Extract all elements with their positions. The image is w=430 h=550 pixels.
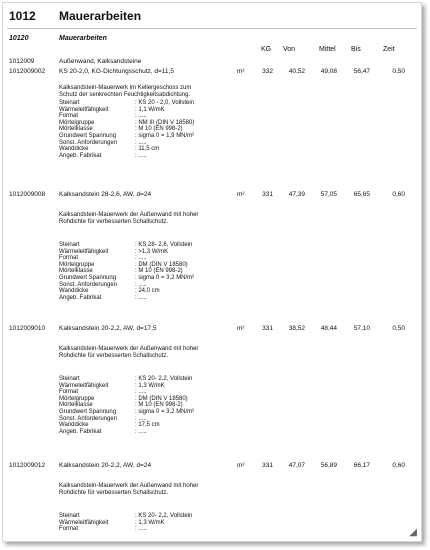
- position-code: 1012009010: [9, 325, 46, 332]
- spec-label: Mörtelgruppe: [59, 395, 95, 402]
- spec-label: Grundwert Spannung: [59, 133, 117, 139]
- spec-value: : DM (DIN V 18580): [135, 261, 188, 268]
- spec-label: Wärmeleitfähigkeit: [59, 106, 109, 113]
- spec-value: : sigma 0 = 3,2 MN/m²: [135, 409, 195, 415]
- position-kg: 332: [262, 68, 273, 75]
- spec-value: : M 10 (EN 998-2): [135, 402, 183, 409]
- spec-value: : .....: [135, 281, 147, 288]
- spec-label: Mörtelklasse: [59, 402, 93, 409]
- group-number: 1012009: [9, 58, 35, 65]
- spec-value: : M 10 (EN 998-2): [135, 126, 183, 133]
- spec-label: Format: [59, 113, 79, 120]
- position-price-von: 47,39: [288, 191, 305, 198]
- spec-label: Angeb. Fabrikat: [59, 152, 102, 159]
- position-kg: 331: [262, 462, 273, 469]
- spec-label: Sonst. Anforderungen: [59, 139, 118, 146]
- spec-row: [59, 262, 188, 269]
- position-price-mittel: 56,89: [320, 462, 337, 469]
- spec-value: : 1,3 W/mK: [135, 519, 165, 526]
- spec-label: Mörtelklasse: [59, 126, 93, 133]
- spec-row: [59, 113, 147, 120]
- position-price-bis: 66,17: [353, 462, 370, 469]
- spec-label: Angeb. Fabrikat: [59, 428, 102, 435]
- section-number: 1012: [9, 9, 36, 23]
- spec-row: [59, 100, 194, 107]
- spec-value: : .....: [135, 389, 147, 396]
- spec-row: [59, 513, 192, 520]
- position-title: Kalksandstein 20-2,2, AW, d=17,5: [59, 325, 157, 332]
- spec-row: [59, 383, 165, 390]
- spec-value: : DM (DIN V 18580): [135, 395, 188, 402]
- spec-value: : KS 28- 2,6, Vollstein: [135, 242, 193, 248]
- spec-value: : .....: [135, 113, 147, 120]
- column-header-kg: KG: [261, 46, 272, 53]
- position-price-bis: 57,10: [353, 325, 370, 332]
- position-price-bis: 65,65: [353, 191, 370, 198]
- position-description-line-1: Kalksandstein-Mauerwerk im Kellergeschoss zum: [59, 85, 192, 91]
- spec-value: : sigma 0 = 1,9 MN/m²: [135, 133, 195, 139]
- spec-label: Angeb. Fabrikat: [59, 294, 102, 301]
- spec-row: [59, 126, 183, 133]
- spec-value: : .....: [135, 526, 147, 533]
- position-description-line-1: Kalksandstein-Mauerwerk der Außenwand mit hoher: [59, 483, 199, 489]
- spec-label: Format: [59, 255, 79, 262]
- spec-value: : >1,3 W/mK: [135, 248, 169, 255]
- spec-value: : 24,0 cm: [135, 288, 160, 295]
- spec-label: Steinart: [59, 242, 80, 248]
- spec-label: Format: [59, 389, 79, 396]
- spec-value: : sigma 0 = 3,2 MN/m²: [135, 275, 195, 281]
- position-price-bis: 56,47: [353, 68, 370, 75]
- position-price-von: 38,52: [288, 325, 305, 332]
- spec-row: [59, 275, 194, 282]
- spec-row: [59, 249, 168, 256]
- header-divider: [7, 28, 417, 29]
- spec-value: : .....: [135, 428, 147, 435]
- spec-row: [59, 133, 194, 140]
- spec-label: Steinart: [59, 100, 80, 106]
- spec-label: Mörtelklasse: [59, 268, 93, 275]
- spec-label: Sonst. Anforderungen: [59, 281, 118, 288]
- spec-value: : NM III (DIN V 18580): [135, 119, 195, 126]
- position-description-line-2: Schutz der senkrechten Feuchtigkeitsabdichtung.: [59, 92, 191, 98]
- spec-row: [59, 416, 147, 423]
- spec-value: : .....: [135, 255, 147, 262]
- spec-row: [59, 389, 147, 396]
- spec-value: : .....: [135, 294, 147, 301]
- spec-label: Mörtelgruppe: [59, 119, 95, 126]
- spec-value: : M 10 (EN 998-2): [135, 268, 183, 275]
- column-header-mittel: Mittel: [319, 46, 336, 53]
- spec-row: [59, 396, 188, 403]
- position-title: Kalksandstein 28-2,6, AW, d=24: [59, 191, 152, 198]
- spec-row: [59, 140, 147, 147]
- resize-grip-icon: ◢: [409, 527, 417, 538]
- spec-row: [59, 146, 159, 153]
- spec-value: : 1,1 W/mK: [135, 106, 165, 113]
- position-zeit: 0,50: [392, 68, 405, 75]
- spec-label: Grundwert Spannung: [59, 409, 117, 415]
- position-description-line-1: Kalksandstein-Mauerwerk der Außenwand mit hoher: [59, 212, 199, 218]
- spec-row: [59, 376, 192, 383]
- position-zeit: 0,60: [392, 191, 405, 198]
- spec-value: : .....: [135, 139, 147, 146]
- position-description-line-2: Rohdichte für verbesserten Schallschutz.: [59, 353, 169, 359]
- subsection-number: 10120: [9, 35, 29, 42]
- position-price-von: 47,07: [288, 462, 305, 469]
- spec-value: : 1,3 W/mK: [135, 382, 165, 389]
- spec-value: : 17,5 cm: [135, 422, 160, 429]
- position-price-mittel: 48,44: [320, 325, 337, 332]
- spec-label: Format: [59, 526, 79, 533]
- position-title: Kalksandstein 20-2,2, AW, d=24: [59, 462, 152, 469]
- spec-row: [59, 120, 194, 127]
- position-code: 1012009002: [9, 68, 46, 75]
- spec-row: [59, 107, 165, 114]
- subsection-title: Mauerarbeiten: [59, 35, 107, 42]
- spec-label: Sonst. Anforderungen: [59, 415, 118, 422]
- spec-label: Wärmeleitfähigkeit: [59, 248, 109, 255]
- position-code: 1012009008: [9, 191, 46, 198]
- position-zeit: 0,60: [392, 462, 405, 469]
- group-title: Außenwand, Kalksandsteine: [59, 58, 142, 65]
- position-price-mittel: 57,05: [320, 191, 337, 198]
- spec-row: [59, 153, 147, 160]
- position-price-mittel: 49,08: [320, 68, 337, 75]
- spec-row: [59, 409, 194, 416]
- position-unit: m²: [237, 68, 245, 75]
- position-description-line-2: Rohdichte für verbesserten Schallschutz.: [59, 490, 169, 496]
- spec-label: Grundwert Spannung: [59, 275, 117, 281]
- position-code: 1012009012: [9, 462, 46, 469]
- spec-row: [59, 520, 165, 527]
- spec-value: : .....: [135, 415, 147, 422]
- position-title: KS 20-2,0, KG-Dichtungsschutz, d=11,5: [59, 68, 174, 75]
- spec-label: Steinart: [59, 513, 80, 519]
- document-page: [2, 2, 422, 542]
- spec-row: [59, 295, 147, 302]
- position-zeit: 0,50: [392, 325, 405, 332]
- spec-row: [59, 282, 147, 289]
- spec-label: Wanddicke: [59, 146, 89, 153]
- spec-row: [59, 402, 183, 409]
- spec-value: : .....: [135, 152, 147, 159]
- spec-row: [59, 422, 160, 429]
- column-header-zeit: Zeit: [383, 46, 395, 53]
- spec-value: : KS 20- 2,2, Vollstein: [135, 376, 193, 382]
- spec-row: [59, 255, 147, 262]
- position-price-von: 40,52: [288, 68, 305, 75]
- spec-label: Wanddicke: [59, 422, 89, 429]
- spec-label: Wärmeleitfähigkeit: [59, 382, 109, 389]
- position-kg: 331: [262, 325, 273, 332]
- column-header-bis: Bis: [351, 46, 361, 53]
- spec-label: Steinart: [59, 376, 80, 382]
- spec-value: : KS 20 - 2,0, Vollstein: [135, 100, 195, 106]
- position-unit: m²: [237, 325, 245, 332]
- position-kg: 331: [262, 191, 273, 198]
- position-unit: m²: [237, 191, 245, 198]
- position-description-line-2: Rohdichte für verbesserten Schallschutz.: [59, 219, 169, 225]
- spec-label: Wärmeleitfähigkeit: [59, 519, 109, 526]
- spec-value: : KS 20- 2,2, Vollstein: [135, 513, 193, 519]
- spec-row: [59, 429, 147, 436]
- spec-label: Mörtelgruppe: [59, 261, 95, 268]
- column-header-von: Von: [283, 46, 296, 53]
- position-description-line-1: Kalksandstein-Mauerwerk der Außenwand mit hoher: [59, 346, 199, 352]
- spec-row: [59, 288, 160, 295]
- spec-row: [59, 526, 147, 533]
- section-title: Mauerarbeiten: [59, 9, 142, 23]
- spec-value: : 11,5 cm: [135, 146, 160, 153]
- position-unit: m²: [237, 462, 245, 469]
- spec-label: Wanddicke: [59, 288, 89, 295]
- spec-row: [59, 242, 192, 249]
- spec-row: [59, 268, 183, 275]
